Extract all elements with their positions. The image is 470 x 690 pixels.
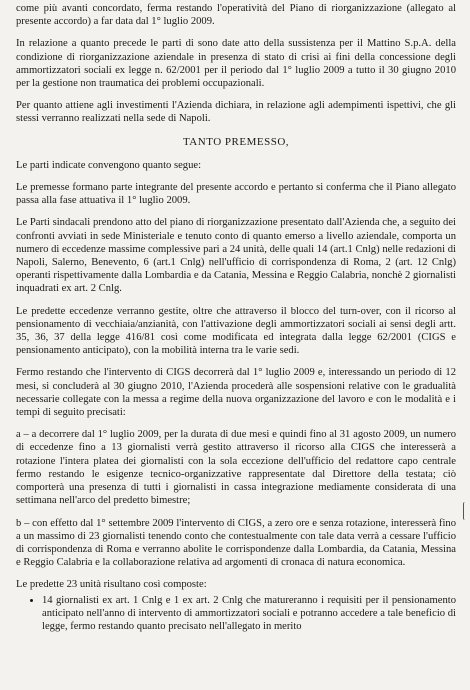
list-item: • 14 giornalisti ex art. 1 Cnlg e 1 ex art. 2 Cnlg che matureranno i requisiti per il pensionamento anticipato nell'anno di intervento di ammortizzatori sociali e potranno accedere a tale beneficio di legge, fermo restando quanto precisato nell'allegato in merito bbox=[42, 594, 456, 634]
paragraph-item-b: b – con effetto dal 1° settembre 2009 l'intervento di CIGS, a zero ore e senza rotazione, interesserà fino a un massimo di 23 giornalisti tenendo conto che contestualmente con tale data verrà a cessare l'ufficio di corrispondenza di Roma e verranno abolite le corrispondenze dalla Lombardia, da Catania, Messina e Reggio Calabria e la collaborazione relativa ad argomenti di cronaca di natura economica. bbox=[16, 517, 456, 569]
bullet-list bbox=[16, 594, 456, 634]
paragraph-surplus-management: Le predette eccedenze verranno gestite, oltre che attraverso il blocco del turn-over, con il ricorso al pensionamento di vecchiaia/anzianità, con l'attivazione degli ammortizzatori sociali ai sensi degli artt. 35, 36, 37 della legge 416/81 così come modificata ed integrata dalla legge 62/2001 (CIGS e pensionamento anticipato), con la mobilità interna tra le varie sedi. bbox=[16, 305, 456, 357]
paragraph-parties-agree: Le parti indicate convengono quanto segue: bbox=[16, 159, 202, 171]
paragraph-intro-continuation: come più avanti concordato, ferma restando l'operatività del Piano di riorganizzazione (allegato al presente accordo) a far data dal 1° luglio 2009. bbox=[16, 3, 456, 28]
paragraph-item-a: a – a decorrere dal 1° luglio 2009, per la durata di due mesi e quindi fino al 31 agosto 2009, un numero di eccedenze fino a 13 giornalisti verrà gestito attraverso il ricorso alla CIGS che interesserà a rotazione l'intera platea dei giornalisti con la sola eccezione dell'ufficio del redattore capo centrale fermo restando le esigenze tecnico-organizzative rappresentate dal Direttore della testata; ciò comporterà una presenza di tutti i giornalisti in cassa integrazione mediamente considerata di una settimana nell'arco del predetto bimestre; bbox=[16, 429, 456, 507]
paragraph-crisis-condition: In relazione a quanto precede le parti di sono date atto della sussistenza per il Mattino S.p.A. della condizione di riorganizzazione aziendale in presenza di stato di crisi ai fini della concessione degli ammortizzatori sociali ex legge n. 62/2001 per il periodo dal 1° luglio 2009 a tutto il 30 giugno 2010 per la gestione non traumatica dei problemi occupazionali. bbox=[16, 38, 456, 90]
paragraph-composition: Le predette 23 unità risultano così composte: bbox=[16, 579, 207, 591]
paragraph-union-acknowledgement: Le Parti sindacali prendono atto del piano di riorganizzazione presentato dall'Azienda che, a seguito dei confronti avviati in sede Ministeriale e tenuto conto di quanto emerso a livello aziendale, comporta un numero di eccedenze massime complessive pari a 24 unità, delle quali 14 (art.1 Cnlg) nelle redazioni di Napoli, Salerno, Benevento, 6 (art.1 Cnlg) nell'ufficio di corrispondenza di Roma, 2 (art. 12 Cnlg) operanti rispettivamente dalla Lombardia e da Catania, Messina e Reggio Calabria, nonchè 2 giornalisti inquadrati ex art. 2 Cnlg. bbox=[16, 217, 456, 295]
section-heading: TANTO PREMESSO, bbox=[182, 135, 290, 148]
scan-mark bbox=[463, 502, 468, 520]
paragraph-cigs-timing: Fermo restando che l'intervento di CIGS decorrerà dal 1° luglio 2009 e, interessando un periodo di 12 mesi, si concluderà al 30 giugno 2010, l'Azienda procederà alle sospensioni relative con le gradualità necessarie collegate con la messa a regime della nuova organizzazione del lavoro e con le modalità e i tempi di seguito precisati: bbox=[16, 367, 456, 419]
paragraph-investments: Per quanto attiene agli investimenti l'Azienda dichiara, in relazione agli adempimenti ispettivi, che gli stessi verranno realizzati nella sede di Napoli. bbox=[16, 100, 456, 125]
paragraph-premises: Le premesse formano parte integrante del presente accordo e pertanto si conferma che il Piano allegato passa alla fase attuativa il 1° luglio 2009. bbox=[16, 182, 456, 207]
